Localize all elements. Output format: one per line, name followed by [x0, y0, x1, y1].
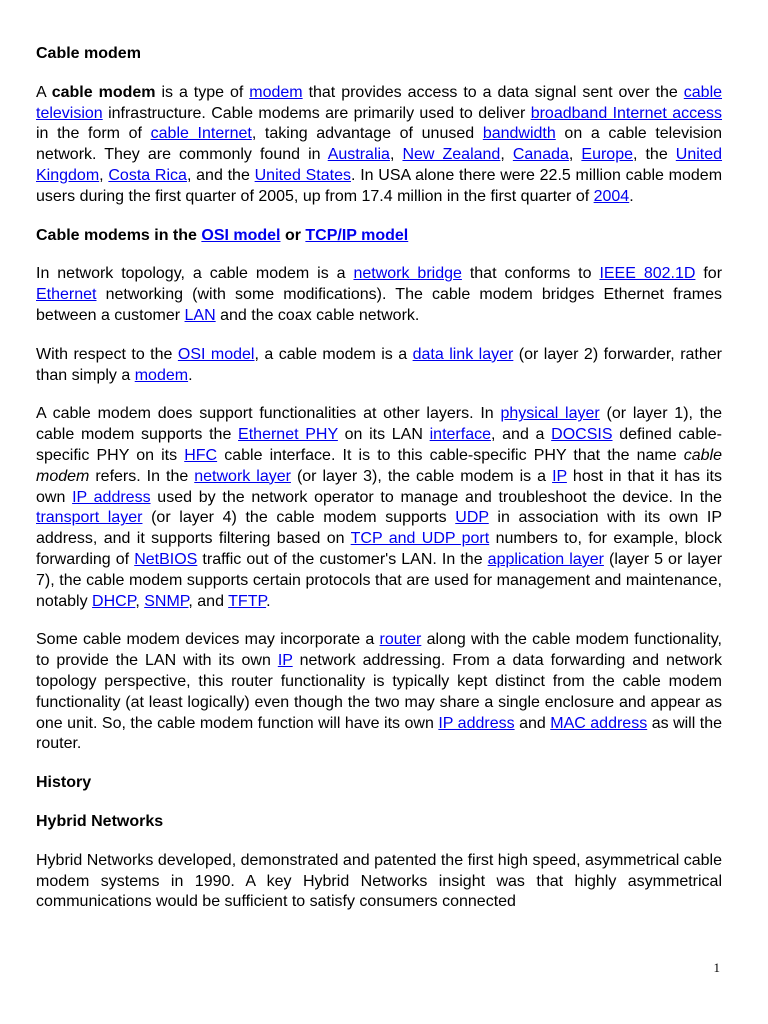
paragraph-intro: A cable modem is a type of modem that provides access to a data signal sent over the cable television infrastructure. Cable modems are primarily used to deliver broadband Internet access in the form of cable Internet, taking advantage of unused bandwidth on a cable television network. They are commonly found in Australia, New Zealand, Canada, Europe, the United Kingdom, Costa Rica, and the United States. In USA alone there were 22.5 million cable modem users during the first quarter of 2005, up from 17.4 million in the first quarter of 2004.	[36, 83, 723, 205]
link-application-layer[interactable]: application layer	[487, 550, 604, 568]
link-tcpip-model-heading[interactable]: TCP/IP model	[305, 226, 409, 244]
link-ethernet-phy[interactable]: Ethernet PHY	[238, 426, 338, 444]
link-costa-rica[interactable]: Costa Rica	[108, 166, 187, 184]
paragraph-layers: A cable modem does support functionalities at other layers. In physical layer (or layer 1), the cable modem supports the Ethernet PHY on its LAN interface, and a DOCSIS defined cable-specific PHY on its HFC cable interface. It is to this cable-specific PHY that the name cable modem refers. In the network layer (or layer 3), the cable modem is a IP host in that it has its own IP address used by the network operator to manage and troubleshoot the device. In the transport layer (or layer 4) the cable modem supports UDP in association with its own IP address, and it supports filtering based on TCP and UDP port numbers to, for example, block forwarding of NetBIOS traffic out of the customer's LAN. In the application layer (layer 5 or layer 7), the cable modem supports certain protocols that are used for management and maintenance, notably DHCP, SNMP, and TFTP.	[36, 405, 723, 610]
section-heading-hybrid-networks: Hybrid Networks	[36, 812, 164, 830]
link-bandwidth[interactable]: bandwidth	[482, 125, 556, 143]
link-physical-layer[interactable]: physical layer	[500, 405, 600, 423]
link-udp[interactable]: UDP	[455, 509, 489, 527]
section-heading-history: History	[36, 774, 92, 792]
link-hfc[interactable]: HFC	[184, 446, 218, 464]
link-netbios[interactable]: NetBIOS	[134, 550, 198, 568]
link-ieee-802-1d[interactable]: IEEE 802.1D	[599, 265, 696, 283]
link-osi-model-heading[interactable]: OSI model	[201, 226, 281, 244]
link-transport-layer[interactable]: transport layer	[36, 509, 143, 527]
link-2004[interactable]: 2004	[593, 187, 630, 205]
link-dhcp[interactable]: DHCP	[92, 592, 136, 610]
link-lan[interactable]: LAN	[184, 306, 216, 324]
link-osi-model[interactable]: OSI model	[177, 345, 255, 363]
link-europe[interactable]: Europe	[581, 146, 633, 164]
link-network-bridge[interactable]: network bridge	[353, 265, 462, 283]
term-italic: cable modem	[36, 446, 722, 485]
link-tftp[interactable]: TFTP	[228, 592, 267, 610]
link-mac-address[interactable]: MAC address	[550, 714, 648, 732]
link-snmp[interactable]: SNMP	[144, 592, 189, 610]
document-page	[36, 44, 722, 931]
link-united-states[interactable]: United States	[254, 166, 351, 184]
link-router[interactable]: router	[379, 631, 422, 649]
link-tcp-and-udp-port[interactable]: TCP and UDP port	[350, 530, 490, 548]
paragraph-osi-model: With respect to the OSI model, a cable modem is a data link layer (or layer 2) forwarder, rather than simply a modem.	[36, 345, 722, 384]
page-number: 1	[713, 960, 720, 975]
link-ip[interactable]: IP	[552, 467, 567, 485]
term-bold: cable modem	[51, 83, 156, 101]
link-canada[interactable]: Canada	[512, 146, 569, 164]
paragraph-router: Some cable modem devices may incorporate a router along with the cable modem functionality, to provide the LAN with its own IP network addressing. From a data forwarding and network topology perspective, this router functionality is typically kept distinct from the cable modem functionality (at least logically) even though the two may share a single enclosure and appear as one unit. So, the cable modem function will have its own IP address and MAC address as will the router.	[36, 631, 723, 753]
link-ip-2[interactable]: IP	[277, 652, 293, 670]
link-united-kingdom[interactable]: United Kingdom	[36, 146, 723, 184]
link-new-zealand[interactable]: New Zealand	[402, 146, 501, 164]
paragraph-hybrid-networks: Hybrid Networks developed, demonstrated and patented the first high speed, asymmetrical cable modem systems in 1990. A key Hybrid Networks insight was that highly asymmetrical communications would be sufficient to satisfy consumers connected	[36, 851, 722, 911]
link-modem[interactable]: modem	[249, 83, 303, 101]
section-heading-osi-tcpip: Cable modems in the OSI model or TCP/IP model	[36, 226, 409, 244]
link-australia[interactable]: Australia	[327, 146, 390, 164]
link-data-link-layer[interactable]: data link layer	[412, 345, 514, 363]
link-modem-2[interactable]: modem	[134, 366, 189, 384]
link-ethernet[interactable]: Ethernet	[36, 286, 97, 304]
paragraph-network-topology: In network topology, a cable modem is a network bridge that conforms to IEEE 802.1D for Ethernet networking (with some modifications). The cable modem bridges Ethernet frames between a customer LAN and the coax cable network.	[36, 265, 723, 324]
link-cable-television[interactable]: cable television	[36, 83, 723, 122]
link-ip-address[interactable]: IP address	[72, 488, 151, 506]
link-ip-address-2[interactable]: IP address	[438, 714, 515, 732]
link-broadband-internet-access[interactable]: broadband Internet access	[530, 104, 723, 122]
section-heading-cable-modem: Cable modem	[36, 45, 141, 62]
link-interface[interactable]: interface	[429, 426, 491, 444]
link-cable-internet[interactable]: cable Internet	[150, 125, 252, 143]
link-docsis[interactable]: DOCSIS	[551, 426, 613, 444]
link-network-layer[interactable]: network layer	[194, 467, 291, 485]
